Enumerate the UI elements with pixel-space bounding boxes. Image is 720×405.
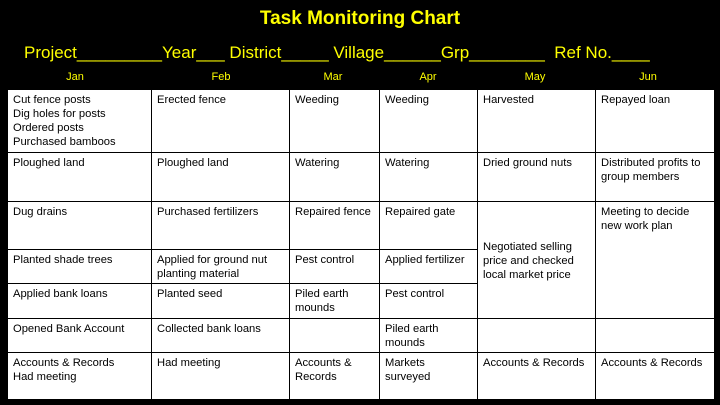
task-cell: Dried ground nuts <box>478 153 596 202</box>
month-jan: Jan <box>66 71 84 83</box>
month-may: May <box>524 71 546 83</box>
task-cell: Piled earth mounds <box>380 319 478 353</box>
task-cell: Accounts & Records <box>596 353 715 400</box>
table-row <box>8 153 715 202</box>
task-cell: Harvested <box>478 90 596 153</box>
project-info-line: Project_________Year___ District_____ Village______Grp________ Ref No.____ <box>24 43 650 62</box>
task-cell: Weeding <box>290 90 380 153</box>
table-row <box>8 353 715 400</box>
task-cell <box>478 319 596 353</box>
month-jun: Jun <box>639 71 657 83</box>
task-cell: Weeding <box>380 90 478 153</box>
month-apr: Apr <box>419 71 437 83</box>
task-table-container <box>7 89 714 399</box>
month-mar: Mar <box>323 71 343 83</box>
task-cell: Meeting to decide new work plan <box>596 202 715 319</box>
task-cell: Negotiated selling price and checked local market price <box>478 202 596 319</box>
task-cell: Cut fence posts Dig holes for posts Ordered posts Purchased bamboos <box>8 90 152 153</box>
task-cell: Watering <box>380 153 478 202</box>
task-cell: Opened Bank Account <box>8 319 152 353</box>
task-cell: Accounts & Records <box>478 353 596 400</box>
task-cell: Applied for ground nut planting material <box>152 250 290 284</box>
task-cell: Planted shade trees <box>8 250 152 284</box>
task-cell: Repayed loan <box>596 90 715 153</box>
task-cell <box>596 319 715 353</box>
month-header-row <box>0 71 720 89</box>
task-cell: Piled earth mounds <box>290 284 380 319</box>
task-cell: Applied fertilizer <box>380 250 478 284</box>
month-feb: Feb <box>211 71 231 83</box>
task-cell <box>290 319 380 353</box>
table-row <box>8 90 715 153</box>
task-cell: Repaired fence <box>290 202 380 250</box>
task-cell: Pest control <box>290 250 380 284</box>
task-cell: Accounts & Records Had meeting <box>8 353 152 400</box>
task-cell: Watering <box>290 153 380 202</box>
table-row <box>8 202 715 250</box>
task-cell: Collected bank loans <box>152 319 290 353</box>
task-cell: Accounts & Records <box>290 353 380 400</box>
task-cell: Applied bank loans <box>8 284 152 319</box>
table-row <box>8 319 715 353</box>
task-cell: Markets surveyed <box>380 353 478 400</box>
task-cell: Distributed profits to group members <box>596 153 715 202</box>
task-cell: Pest control <box>380 284 478 319</box>
task-cell: Ploughed land <box>152 153 290 202</box>
chart-title: Task Monitoring Chart <box>259 8 461 29</box>
task-cell: Ploughed land <box>8 153 152 202</box>
task-cell: Erected fence <box>152 90 290 153</box>
task-cell: Purchased fertilizers <box>152 202 290 250</box>
task-table <box>7 89 715 400</box>
task-cell: Planted seed <box>152 284 290 319</box>
task-cell: Repaired gate <box>380 202 478 250</box>
task-cell: Had meeting <box>152 353 290 400</box>
task-cell: Dug drains <box>8 202 152 250</box>
